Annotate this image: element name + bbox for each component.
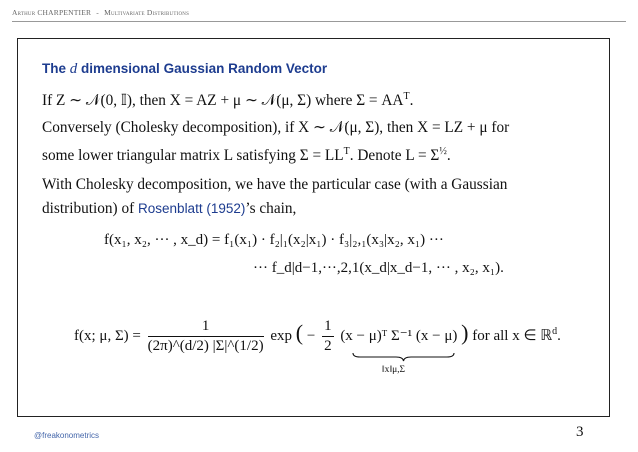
- density-rhs: for all x ∈ ℝ: [472, 327, 553, 344]
- block-title: [42, 58, 602, 80]
- paragraph-line-1: [42, 86, 602, 111]
- line3-sup: T: [343, 146, 350, 158]
- paragraph-line-2: Conversely (Cholesky decomposition), if X ∼ 𝒩(μ, Σ), then X = LZ + μ for: [42, 119, 510, 137]
- density-norm-fraction: [148, 318, 264, 355]
- chain-equation-line-2: ··· f_d|d−1,···,2,1(x_d|x_d−1, ··· , x₂, x₁).: [253, 260, 504, 276]
- running-header: [12, 8, 189, 17]
- line5-pre: distribution) of: [42, 200, 135, 218]
- line3-sup2: ½: [439, 146, 447, 158]
- density-equation: [74, 318, 561, 355]
- header-rule: [12, 21, 626, 22]
- underbrace: [352, 352, 455, 362]
- header-section: Multivariate Distributions: [104, 8, 190, 17]
- paragraph-line-4: With Cholesky decomposition, we have the particular case (with a Gaussian: [42, 176, 508, 194]
- paragraph-line-5: [42, 198, 602, 219]
- paren-close: ): [461, 319, 469, 345]
- page-number: 3: [576, 424, 584, 440]
- paren-open: (: [295, 319, 304, 345]
- line3-end: .: [446, 147, 451, 165]
- density-rhs-sup: d: [552, 325, 558, 337]
- line1-text: If Z ∼ 𝒩(0, 𝕀), then X = AZ + μ ∼ 𝒩(μ, Σ) where Σ = AA: [42, 92, 404, 110]
- footer-handle[interactable]: @freakonometrics: [34, 431, 100, 440]
- header-separator: -: [96, 8, 99, 17]
- frac-den: (2π)^(d/2) |Σ|^(1/2): [147, 338, 264, 354]
- line3-mid: . Denote L = Σ: [349, 147, 440, 165]
- header-author: Arthur CHARPENTIER: [12, 8, 92, 17]
- frac-num: 1: [148, 318, 264, 337]
- line1-sup: T: [403, 91, 410, 102]
- norm-label: ‖x‖μ,Σ: [382, 365, 406, 375]
- half-num: 1: [322, 318, 334, 337]
- paragraph-line-3: [42, 141, 602, 166]
- slide-content: [42, 58, 602, 219]
- title-var: d: [69, 61, 78, 77]
- density-lhs: f(x; μ, Σ) =: [74, 327, 141, 344]
- title-pre: The: [42, 61, 67, 76]
- minus-sign: −: [306, 327, 316, 344]
- line5-post: ’s chain,: [245, 200, 297, 218]
- half-fraction: [322, 318, 334, 355]
- density-rhs-end: .: [557, 327, 561, 344]
- half-den: 2: [324, 338, 332, 354]
- quadratic-form: (x − μ)ᵀ Σ⁻¹ (x − μ): [340, 327, 458, 344]
- title-post: dimensional Gaussian Random Vector: [81, 61, 328, 76]
- line1-end: .: [409, 92, 414, 110]
- line3-text: some lower triangular matrix L satisfying Σ = LL: [42, 147, 344, 165]
- exp-label: exp: [270, 327, 293, 344]
- citation-link[interactable]: Rosenblatt (1952): [138, 201, 246, 217]
- chain-equation-line-1: f(x₁, x₂, ··· , x_d) = f₁(x₁) · f₂|₁(x₂|x₁) · f₃|₂,₁(x₃|x₂, x₁) ···: [104, 232, 444, 248]
